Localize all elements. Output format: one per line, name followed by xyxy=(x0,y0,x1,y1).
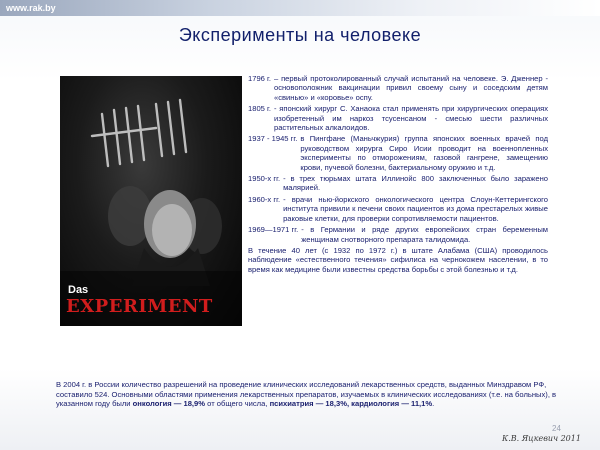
event-text: - японский хирург С. Ханаока стал применять при хирургических операциях изобретенный им наркоз тсусенсаном - смесью шести различных растительных алкалоидов. xyxy=(273,104,548,133)
event-item xyxy=(248,104,548,132)
event-text: - в трех тюрьмах штата Иллинойс 800 заключенных было заражено малярией. xyxy=(283,174,548,193)
footer-oncology-stat: онкология — 18,9% xyxy=(132,399,206,409)
event-year: 1969—1971 гг. xyxy=(248,225,299,235)
header-band xyxy=(0,0,600,16)
footer-text-end: . xyxy=(432,399,435,409)
event-year: 1960-х гг. xyxy=(248,194,281,204)
event-year: 1796 г. xyxy=(248,74,271,83)
event-text: в Пингфане (Маньчжурия) группа японских военных врачей под руководством хирурга Сиро Исии проводит на военнопленных эксперименты по отморожениям, газовой гангрене, замещению крови, пучевой болезни, бактериальному оружию и т.д. xyxy=(300,134,548,172)
event-item xyxy=(248,74,548,102)
poster-title-line1: Das xyxy=(68,284,89,296)
event-text: - врачи нью-йоркского онкологического центра Слоун-Кеттерингского института привили к печени своих пациентов из дома престарелых живые раковые клетки, для проверки сопротивляемости пациентов. xyxy=(283,194,548,223)
event-item xyxy=(248,225,548,244)
movie-poster xyxy=(60,76,242,326)
footer-paragraph xyxy=(56,380,576,409)
events-list xyxy=(248,74,548,276)
event-text: В течение 40 лет (с 1932 по 1972 г.) в штате Алабама (США) проводилось наблюдение «естественного течения» сифилиса на чернокожем населении, в то время как медицине были известны средства борьбы с этой болезнью и т.д. xyxy=(248,245,548,274)
event-year: 1937 - 1945 гг. xyxy=(248,134,298,144)
event-text: – первый протоколированный случай испытаний на человеке. Э. Дженнер - основоположник вакцинации привил своему сыну и соседским детям «свинью» и «коровье» оспу. xyxy=(273,74,548,102)
event-year: 1950-х гг. xyxy=(248,174,281,184)
event-item xyxy=(248,174,548,193)
slide-title: Эксперименты на человеке xyxy=(178,25,422,45)
poster-title-line2: EXPERIMENT xyxy=(66,296,213,317)
event-item xyxy=(248,134,548,172)
event-text: - в Германии и ряде других европейских стран беременным женщинам снотворного препарата талидомида. xyxy=(301,225,548,244)
footer-text: В 2004 г. в России количество разрешений на проведение клинических исследований лекарственных средств, выданных Минздравом РФ, составило 524. Основными областями применения лекарственных препаратов, изучаемых в клинических исследованиях (т.е. на больных), в указанном году были xyxy=(56,380,557,409)
site-watermark: www.rak.by xyxy=(6,3,56,13)
footer-psychiatry-cardiology-stat: психиатрия — 18,3%, кардиология — 11,1% xyxy=(269,399,433,409)
event-item xyxy=(248,246,548,274)
event-item xyxy=(248,195,548,223)
author-signature: К.В. Яцкевич 2011 xyxy=(502,434,581,443)
page-number: 24 xyxy=(552,424,561,433)
footer-text-mid: от общего числа, xyxy=(205,399,270,409)
event-year: 1805 г. xyxy=(248,104,271,114)
